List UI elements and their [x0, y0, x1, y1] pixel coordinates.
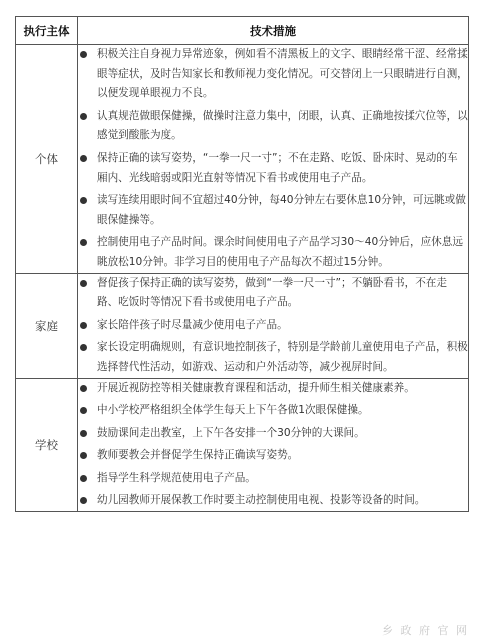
bullet-icon [80, 452, 87, 459]
measure-text: 积极关注自身视力异常迹象，例如看不清黑板上的文字、眼睛经常干涩、经常揉眼等症状，及时告知家长和教师视力变化情况。可交替闭上一只眼睛进行自测，以便发现单眼视力不良。 [97, 48, 468, 100]
measures-table [15, 16, 469, 512]
measures-cell [78, 45, 469, 274]
bullet-icon [80, 344, 87, 351]
header-measures: 技术措施 [78, 17, 469, 45]
bullet-icon [80, 239, 87, 246]
bullet-icon [80, 475, 87, 482]
measure-item [78, 191, 468, 230]
bullet-icon [80, 51, 87, 58]
section-row-individual [16, 45, 469, 274]
measure-item [78, 274, 468, 313]
measure-text: 督促孩子保持正确的读写姿势，做到“一拳一尺一寸”；不躺卧看书，不在走路、吃饭时等情况下看书或使用电子产品。 [97, 276, 447, 309]
measure-item [78, 316, 468, 336]
table-header-row [16, 17, 469, 45]
watermark: 乡 政 府 官 网 [382, 624, 469, 637]
measure-item [78, 469, 468, 489]
bullet-icon [80, 113, 87, 120]
bullet-icon [80, 322, 87, 329]
measure-text: 教师要教会并督促学生保持正确读写姿势。 [97, 449, 299, 462]
measures-cell [78, 273, 469, 378]
measure-list [78, 274, 468, 378]
measure-item [78, 107, 468, 146]
bullet-icon [80, 430, 87, 437]
measure-item [78, 491, 468, 511]
measure-text: 家长陪伴孩子时尽量减少使用电子产品。 [97, 318, 288, 331]
measure-list [78, 45, 468, 273]
measure-text: 开展近视防控等相关健康教育课程和活动，提升师生相关健康素养。 [97, 381, 415, 394]
measure-item [78, 424, 468, 444]
bullet-icon [80, 280, 87, 287]
entity-cell: 家庭 [16, 273, 78, 378]
header-entity: 执行主体 [16, 17, 78, 45]
measure-item [78, 401, 468, 421]
section-row-school [16, 378, 469, 512]
bullet-icon [80, 385, 87, 392]
entity-cell: 学校 [16, 378, 78, 512]
measure-item [78, 149, 468, 188]
entity-cell: 个体 [16, 45, 78, 274]
bullet-icon [80, 407, 87, 414]
bullet-icon [80, 197, 87, 204]
measure-text: 幼儿园教师开展保教工作时要主动控制使用电视、投影等设备的时间。 [97, 494, 426, 507]
bullet-icon [80, 497, 87, 504]
measure-text: 控制使用电子产品时间。课余时间使用电子产品学习30～40分钟后，应休息远眺放松10分钟。非学习目的使用电子产品每次不超过15分钟。 [97, 236, 463, 268]
measure-text: 鼓励课间走出教室，上下午各安排一个30分钟的大课间。 [97, 426, 365, 439]
measure-text: 读写连续用眼时间不宜超过40分钟，每40分钟左右要休息10分钟，可远眺或做眼保健操等。 [97, 194, 466, 226]
measure-text: 保持正确的读写姿势，“一拳一尺一寸”；不在走路、吃饭、卧床时、晃动的车厢内、光线暗弱或阳光直射等情况下看书或使用电子产品。 [97, 151, 458, 184]
measure-item [78, 45, 468, 104]
measure-text: 家长设定明确规则，有意识地控制孩子，特别是学龄前儿童使用电子产品，积极选择替代性活动，如游戏、运动和户外活动等，减少视屏时间。 [97, 341, 468, 373]
measure-item [78, 379, 468, 399]
measures-cell [78, 378, 469, 512]
measure-item [78, 446, 468, 466]
measure-text: 中小学校严格组织全体学生每天上下午各做1次眼保健操。 [97, 404, 369, 417]
bullet-icon [80, 155, 87, 162]
measure-text: 指导学生科学规范使用电子产品。 [97, 471, 256, 484]
measure-text: 认真规范做眼保健操，做操时注意力集中，闭眼，认真、正确地按揉穴位等，以感觉到酸胀为度。 [97, 109, 468, 142]
measure-list [78, 379, 468, 512]
measure-item [78, 338, 468, 377]
section-row-family [16, 273, 469, 378]
measure-item [78, 233, 468, 272]
